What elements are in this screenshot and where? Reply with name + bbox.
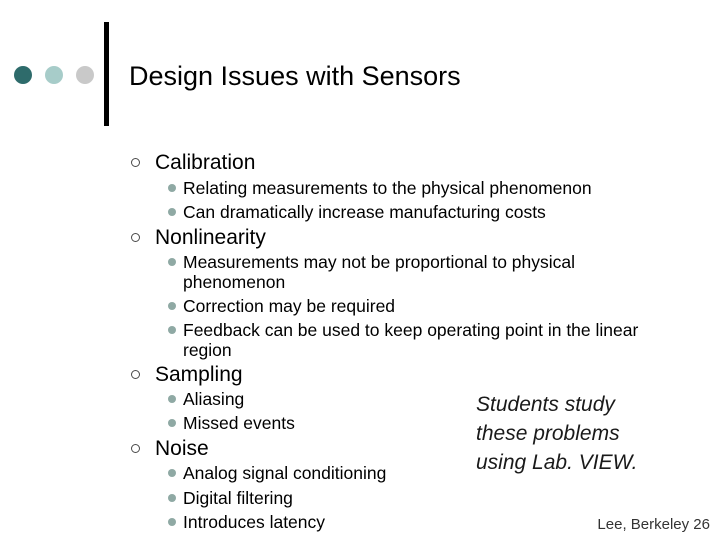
bullet-icon	[168, 326, 176, 334]
list-item: Digital filtering	[183, 488, 293, 508]
slide-title: Design Issues with Sensors	[129, 61, 461, 91]
bullet-icon	[168, 184, 176, 192]
bullet-icon	[168, 494, 176, 502]
bullet-icon	[131, 158, 140, 167]
title-divider	[104, 22, 109, 126]
list-item: Introduces latency	[183, 512, 326, 532]
bullet-icon	[168, 208, 176, 216]
section-heading: Noise	[155, 437, 209, 460]
list-item: Can dramatically increase manufacturing costs	[183, 202, 546, 222]
list-item: Relating measurements to the physical phenomenon	[183, 178, 592, 198]
section-heading: Calibration	[155, 151, 256, 174]
section-heading: Sampling	[155, 363, 243, 386]
list-item: Analog signal conditioning	[183, 463, 387, 483]
bullet-icon	[131, 444, 140, 453]
slide-footer: Lee, Berkeley 26	[597, 516, 710, 533]
side-note-line: Students study	[476, 393, 615, 416]
list-item: Feedback can be used to keep operating point in the linear region	[183, 320, 639, 360]
list-item: Correction may be required	[183, 296, 396, 316]
side-note	[476, 390, 637, 477]
section-heading: Nonlinearity	[155, 226, 266, 249]
side-note-line: these problems	[476, 422, 620, 445]
bullet-icon	[168, 395, 176, 403]
list-item: Aliasing	[183, 389, 245, 409]
bullet-icon	[168, 419, 176, 427]
bullet-icon	[168, 302, 176, 310]
list-item: Measurements may not be proportional to physical phenomenon	[183, 252, 576, 292]
bullet-icon	[168, 518, 176, 526]
bullet-icon	[131, 370, 140, 379]
side-note-line: using Lab. VIEW.	[476, 451, 638, 474]
bullet-icon	[168, 258, 176, 266]
bullet-icon	[131, 233, 140, 242]
bullet-icon	[168, 469, 176, 477]
decorative-dots	[10, 64, 100, 86]
list-item: Missed events	[183, 413, 295, 433]
